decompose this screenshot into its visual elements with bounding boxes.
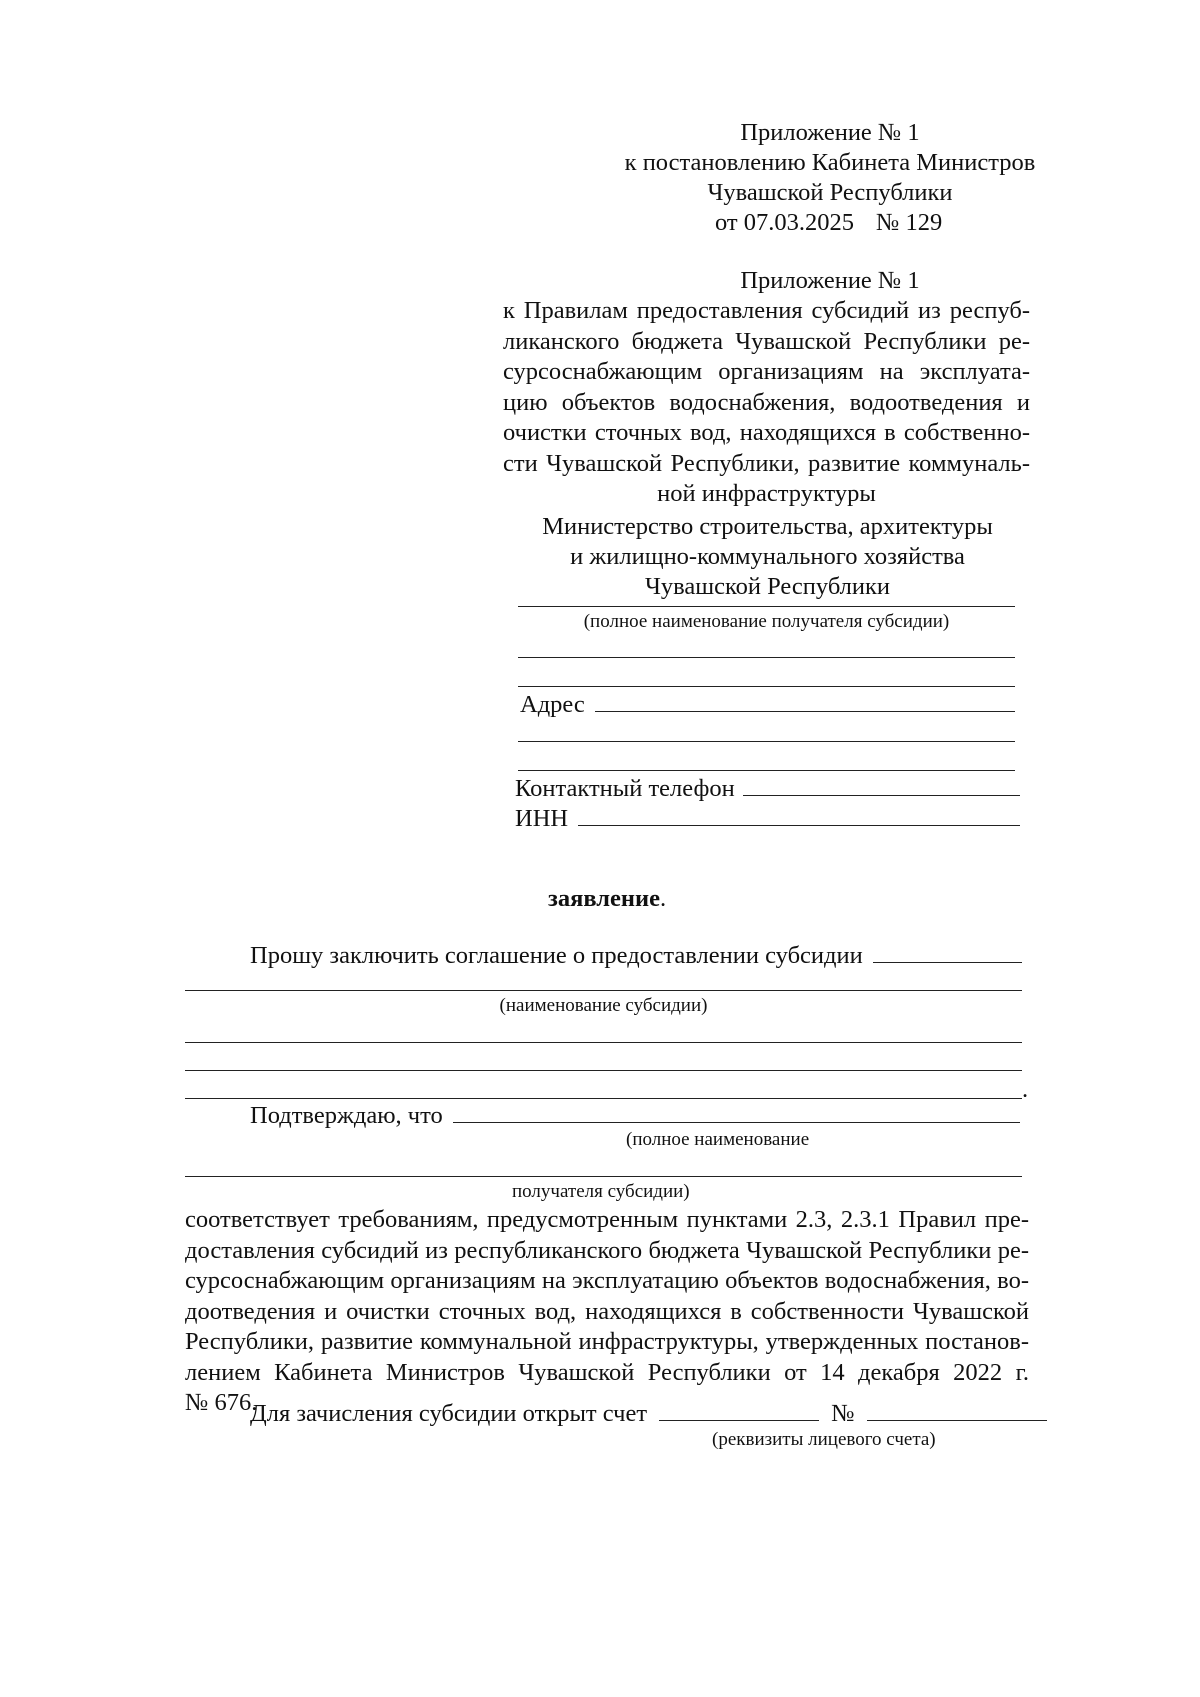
confirm-recipient-field[interactable] xyxy=(453,1100,1020,1123)
request-text: Прошу заключить соглашение о предоставлении субсидии xyxy=(250,942,863,969)
account-no-label: № xyxy=(831,1400,855,1427)
ministry-line-1: Министерство строительства, архитектуры xyxy=(542,513,993,540)
rules-line: очистки сточных вод, находящихся в собственно- xyxy=(503,419,1030,446)
rules-line-last: ной инфраструктуры xyxy=(657,480,876,507)
body-line: лением Кабинета Министров Чувашской Республики от 14 декабря 2022 г. xyxy=(185,1358,1029,1386)
body-line: доотведения и очистки сточных вод, находящихся в собственности Чувашской xyxy=(185,1297,1029,1325)
address-field[interactable] xyxy=(595,689,1015,712)
rules-appendix-title: Приложение № 1 xyxy=(740,267,920,294)
decree-date: от 07.03.2025 xyxy=(715,209,855,236)
confirm-caption-2: получателя субсидии) xyxy=(512,1181,690,1202)
body-line-last: № 676. xyxy=(185,1389,258,1416)
statement-title-dot: . xyxy=(660,885,667,912)
rules-line: сти Чувашской Республики, развитие коммуналь- xyxy=(503,449,1030,477)
account-field[interactable] xyxy=(659,1398,819,1421)
appendix-ref-line: к постановлению Кабинета Министров xyxy=(624,149,1036,176)
confirm-row xyxy=(250,1100,1020,1132)
account-number-field[interactable] xyxy=(867,1398,1047,1421)
subsidy-field-line-3[interactable] xyxy=(185,1070,1022,1071)
statement-body xyxy=(185,1205,1029,1419)
account-row xyxy=(250,1398,1047,1430)
address-field-2[interactable] xyxy=(518,741,1015,742)
address-field-3[interactable] xyxy=(518,770,1015,771)
address-label: Адрес xyxy=(520,691,585,718)
rules-appendix-text xyxy=(503,296,1030,510)
appendix-republic-line: Чувашской Республики xyxy=(707,179,953,206)
inn-label: ИНН xyxy=(515,805,569,832)
request-row xyxy=(250,940,1022,972)
rules-line: сурсоснабжающим организациям на эксплуата- xyxy=(503,358,1030,385)
recipient-name-field-3[interactable] xyxy=(518,686,1015,687)
phone-label: Контактный телефон xyxy=(515,775,735,802)
subsidy-caption: (наименование субсидии) xyxy=(499,995,708,1016)
confirm-recipient-field-2[interactable] xyxy=(185,1176,1022,1177)
body-line: доставления субсидий из республиканского бюджета Чувашской Республики ре- xyxy=(185,1236,1029,1264)
subsidy-field-line[interactable] xyxy=(185,990,1022,991)
confirm-caption-1: (полное наименование xyxy=(626,1129,810,1150)
phone-field[interactable] xyxy=(743,773,1020,796)
inn-row xyxy=(515,803,1020,835)
body-line: Республики, развитие коммунальной инфраструктуры, утвержденных постанов- xyxy=(185,1328,1029,1355)
rules-line: цию объектов водоснабжения, водоотведения и xyxy=(503,388,1030,416)
confirm-text: Подтверждаю, что xyxy=(250,1102,443,1129)
rules-line: к Правилам предоставления субсидий из респуб- xyxy=(503,297,1030,324)
statement-title-word: заявление xyxy=(548,885,660,912)
body-line: соответствует требованиям, предусмотренным пунктами 2.3, 2.3.1 Правил пре- xyxy=(185,1206,1029,1233)
appendix-date-line xyxy=(715,208,942,239)
recipient-name-field-2[interactable] xyxy=(518,657,1015,658)
recipient-name-field[interactable] xyxy=(518,606,1015,607)
phone-row xyxy=(515,773,1020,805)
address-row xyxy=(520,689,1015,721)
account-text: Для зачисления субсидии открыт счет xyxy=(250,1400,648,1427)
appendix-title: Приложение № 1 xyxy=(740,119,920,146)
body-line: сурсоснабжающим организациям на эксплуатацию объектов водоснабжения, во- xyxy=(185,1267,1029,1294)
ministry-line-2: и жилищно-коммунального хозяйства xyxy=(570,543,965,570)
ministry-line-3: Чувашской Республики xyxy=(644,573,891,600)
statement-title xyxy=(548,884,666,915)
subsidy-field-line-4[interactable] xyxy=(185,1098,1022,1099)
decree-number: № 129 xyxy=(876,209,943,236)
subsidy-field[interactable] xyxy=(873,940,1022,963)
rules-line: ликанского бюджета Чувашской Республики ре- xyxy=(503,327,1030,355)
account-caption: (реквизиты лицевого счета) xyxy=(712,1429,936,1450)
subsidy-end-dot: . xyxy=(1022,1076,1029,1103)
recipient-name-caption: (полное наименование получателя субсидии) xyxy=(583,611,950,632)
inn-field[interactable] xyxy=(578,803,1020,826)
subsidy-field-line-2[interactable] xyxy=(185,1042,1022,1043)
